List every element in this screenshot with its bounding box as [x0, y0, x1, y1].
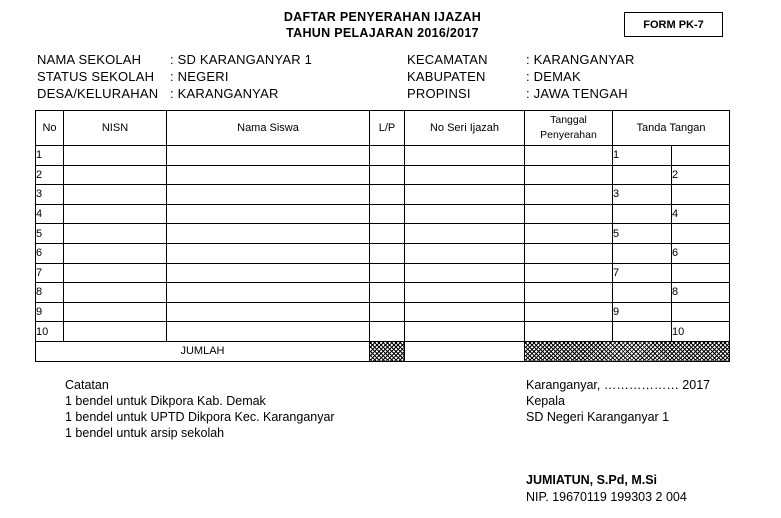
- total-row: [36, 341, 730, 361]
- total-seri-cell[interactable]: [405, 341, 525, 361]
- seri-cell[interactable]: [405, 146, 525, 166]
- info-value-status-sekolah: : NEGERI: [170, 69, 229, 84]
- document-subtitle: TAHUN PELAJARAN 2016/2017: [286, 26, 479, 40]
- row-number: 5: [36, 224, 64, 244]
- total-lp-hatched: [370, 341, 405, 361]
- seri-cell[interactable]: [405, 322, 525, 342]
- nama-cell[interactable]: [167, 165, 370, 185]
- signature-cell-right[interactable]: 2: [672, 165, 730, 185]
- nisn-cell[interactable]: [64, 283, 167, 303]
- tanggal-cell[interactable]: [525, 322, 613, 342]
- row-number: 2: [36, 165, 64, 185]
- signature-cell-left[interactable]: 1: [613, 146, 672, 166]
- seri-cell[interactable]: [405, 185, 525, 205]
- header-nama-siswa: Nama Siswa: [167, 111, 370, 146]
- seri-cell[interactable]: [405, 204, 525, 224]
- header-tanda-tangan: Tanda Tangan: [613, 111, 730, 146]
- info-value-kabupaten: : DEMAK: [526, 69, 581, 84]
- seri-cell[interactable]: [405, 165, 525, 185]
- signature-cell-right[interactable]: [672, 185, 730, 205]
- table-row: [36, 224, 730, 244]
- certificate-handover-table: [35, 110, 730, 362]
- signature-school: SD Negeri Karanganyar 1: [526, 410, 670, 424]
- info-label-propinsi: PROPINSI: [407, 86, 471, 101]
- nama-cell[interactable]: [167, 224, 370, 244]
- info-label-status-sekolah: STATUS SEKOLAH: [37, 69, 155, 84]
- seri-cell[interactable]: [405, 302, 525, 322]
- row-number: 8: [36, 283, 64, 303]
- table-row: [36, 165, 730, 185]
- table-row: [36, 302, 730, 322]
- info-value-kecamatan: : KARANGANYAR: [526, 52, 635, 67]
- lp-cell[interactable]: [370, 322, 405, 342]
- total-label: JUMLAH: [36, 341, 370, 361]
- signature-cell-left[interactable]: [613, 283, 672, 303]
- row-number: 9: [36, 302, 64, 322]
- signature-cell-right[interactable]: 10: [672, 322, 730, 342]
- row-number: 6: [36, 243, 64, 263]
- tanggal-cell[interactable]: [525, 302, 613, 322]
- nisn-cell[interactable]: [64, 302, 167, 322]
- header-tanggal-line1: Tanggal: [550, 114, 587, 126]
- row-number: 10: [36, 322, 64, 342]
- table-row: [36, 283, 730, 303]
- tanggal-cell[interactable]: [525, 165, 613, 185]
- info-label-kabupaten: KABUPATEN: [407, 69, 486, 84]
- lp-cell[interactable]: [370, 243, 405, 263]
- signature-cell-right[interactable]: [672, 263, 730, 283]
- seri-cell[interactable]: [405, 243, 525, 263]
- row-number: 3: [36, 185, 64, 205]
- signature-cell-left[interactable]: [613, 243, 672, 263]
- signature-cell-left[interactable]: [613, 204, 672, 224]
- signature-cell-left[interactable]: 7: [613, 263, 672, 283]
- signature-cell-left[interactable]: [613, 322, 672, 342]
- nisn-cell[interactable]: [64, 263, 167, 283]
- row-number: 7: [36, 263, 64, 283]
- nama-cell[interactable]: [167, 302, 370, 322]
- seri-cell[interactable]: [405, 263, 525, 283]
- lp-cell[interactable]: [370, 146, 405, 166]
- signature-cell-right[interactable]: 6: [672, 243, 730, 263]
- nisn-cell[interactable]: [64, 185, 167, 205]
- table-row: [36, 322, 730, 342]
- nisn-cell[interactable]: [64, 322, 167, 342]
- signature-cell-right[interactable]: [672, 224, 730, 244]
- notes-heading: Catatan: [65, 378, 109, 392]
- nisn-cell[interactable]: [64, 204, 167, 224]
- nisn-cell[interactable]: [64, 243, 167, 263]
- signature-cell-right[interactable]: 4: [672, 204, 730, 224]
- seri-cell[interactable]: [405, 283, 525, 303]
- table-row: [36, 204, 730, 224]
- notes-line: 1 bendel untuk UPTD Dikpora Kec. Karanganyar: [65, 410, 335, 424]
- header-no-seri-ijazah: No Seri Ijazah: [405, 111, 525, 146]
- info-value-propinsi: : JAWA TENGAH: [526, 86, 628, 101]
- header-lp: L/P: [370, 111, 405, 146]
- nama-cell[interactable]: [167, 283, 370, 303]
- tanggal-cell[interactable]: [525, 283, 613, 303]
- nisn-cell[interactable]: [64, 165, 167, 185]
- tanggal-cell[interactable]: [525, 146, 613, 166]
- nama-cell[interactable]: [167, 263, 370, 283]
- info-label-kecamatan: KECAMATAN: [407, 52, 488, 67]
- notes-section: [65, 377, 335, 441]
- lp-cell[interactable]: [370, 224, 405, 244]
- notes-line: 1 bendel untuk Dikpora Kab. Demak: [65, 394, 266, 408]
- signature-cell-left[interactable]: 9: [613, 302, 672, 322]
- lp-cell[interactable]: [370, 283, 405, 303]
- header-no: No: [36, 111, 64, 146]
- nisn-cell[interactable]: [64, 224, 167, 244]
- lp-cell[interactable]: [370, 302, 405, 322]
- signatory-nip: NIP. 19670119 199303 2 004: [526, 490, 687, 504]
- info-label-nama-sekolah: NAMA SEKOLAH: [37, 52, 142, 67]
- signature-place-date: Karanganyar, ……………… 2017: [526, 378, 711, 392]
- nama-cell[interactable]: [167, 185, 370, 205]
- tanggal-cell[interactable]: [525, 204, 613, 224]
- form-code-badge: FORM PK-7: [624, 12, 723, 37]
- table-row: [36, 263, 730, 283]
- signature-block: [526, 377, 710, 425]
- seri-cell[interactable]: [405, 224, 525, 244]
- lp-cell[interactable]: [370, 185, 405, 205]
- nama-cell[interactable]: [167, 243, 370, 263]
- tanggal-cell[interactable]: [525, 243, 613, 263]
- lp-cell[interactable]: [370, 263, 405, 283]
- info-label-desa: DESA/KELURAHAN: [37, 86, 159, 101]
- signatory-name: JUMIATUN, S.Pd, M.Si: [526, 473, 658, 487]
- table-row: [36, 243, 730, 263]
- signature-cell-right[interactable]: [672, 302, 730, 322]
- info-value-desa: : KARANGANYAR: [170, 86, 279, 101]
- lp-cell[interactable]: [370, 165, 405, 185]
- tanggal-cell[interactable]: [525, 224, 613, 244]
- nama-cell[interactable]: [167, 204, 370, 224]
- table-row: [36, 185, 730, 205]
- signature-role: Kepala: [526, 394, 565, 408]
- total-hatched-area: [525, 341, 730, 361]
- header-nisn: NISN: [64, 111, 167, 146]
- signature-cell-right[interactable]: [672, 146, 730, 166]
- nisn-cell[interactable]: [64, 146, 167, 166]
- row-number: 1: [36, 146, 64, 166]
- signature-cell-left[interactable]: [613, 165, 672, 185]
- notes-line: 1 bendel untuk arsip sekolah: [65, 426, 225, 440]
- nama-cell[interactable]: [167, 322, 370, 342]
- tanggal-cell[interactable]: [525, 263, 613, 283]
- tanggal-cell[interactable]: [525, 185, 613, 205]
- nama-cell[interactable]: [167, 146, 370, 166]
- signature-cell-right[interactable]: 8: [672, 283, 730, 303]
- info-value-nama-sekolah: : SD KARANGANYAR 1: [170, 52, 313, 67]
- row-number: 4: [36, 204, 64, 224]
- header-tanggal-penyerahan: [525, 111, 613, 146]
- lp-cell[interactable]: [370, 204, 405, 224]
- document-title: DAFTAR PENYERAHAN IJAZAH: [283, 10, 482, 24]
- table-header-row: [36, 111, 730, 146]
- table-row: [36, 146, 730, 166]
- signature-cell-left[interactable]: 3: [613, 185, 672, 205]
- header-tanggal-line2: Penyerahan: [540, 129, 597, 141]
- signature-cell-left[interactable]: 5: [613, 224, 672, 244]
